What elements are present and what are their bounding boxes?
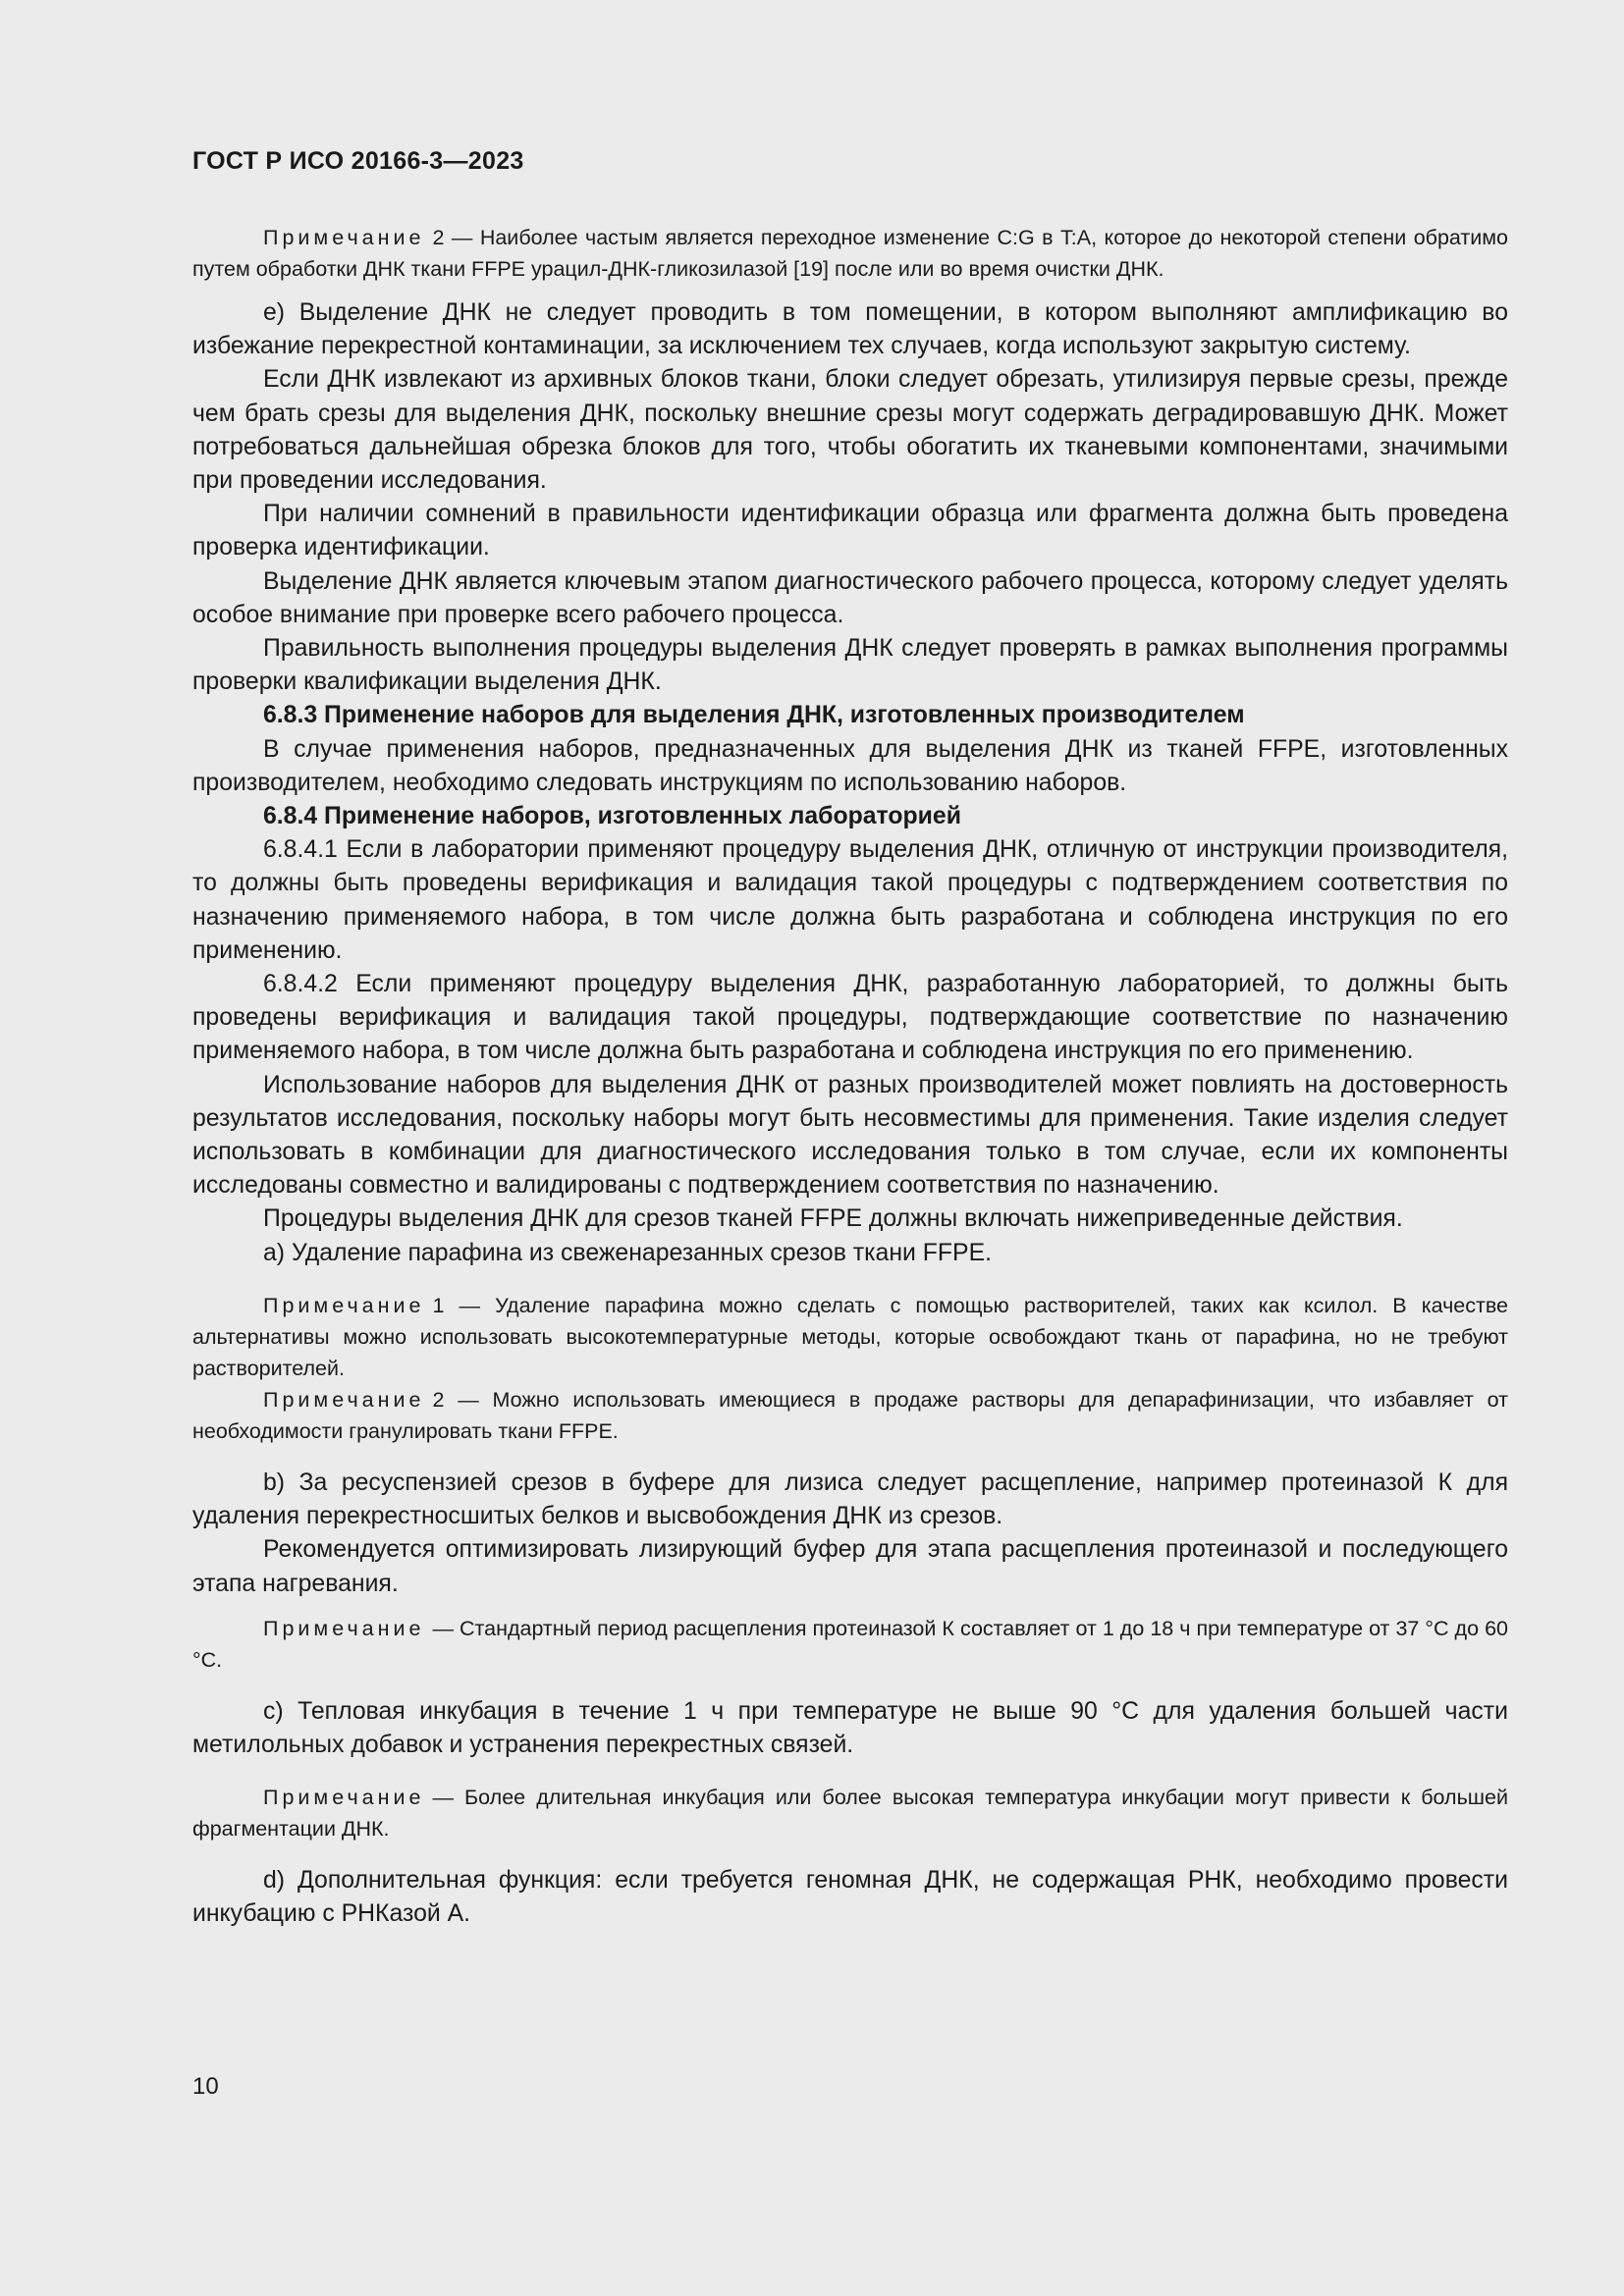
note-text: 2 — Наиболее частым является переходное изменение C:G в T:A, которое до некоторой степени обратимо путем обработки ДНК ткани FFPE урацил-ДНК-гликозилазой [19] после или во время очистки ДНК. xyxy=(192,226,1508,281)
paragraph-e: e) Выделение ДНК не следует проводить в том помещении, в котором выполняют амплификацию во избежание перекрестной контаминации, за исключением тех случаев, когда используют закрытую систему. xyxy=(192,299,1508,360)
paragraph-archive-blocks: Если ДНК извлекают из архивных блоков ткани, блоки следует обрезать, утилизируя первые срезы, прежде чем брать срезы для выделения ДНК, поскольку внешние срезы могут содержать деградировавшую ДНК. Может потребоваться дальнейшая обрезка блоков для того, чтобы обогатить их тканевыми компонентами, значимыми при проведении исследования. xyxy=(192,366,1508,495)
note-text: 2 — Можно использовать имеющиеся в продаже растворы для депарафинизации, что избавляет от необходимости гранулировать ткани FFPE. xyxy=(192,1387,1508,1443)
paragraph-6-8-4-1: 6.8.4.1 Если в лаборатории применяют процедуру выделения ДНК, отличную от инструкции производителя, то должны быть проведены верификация и валидация такой процедуры с подтверждением соответствия по назначению применяемого набора, в том числе должна быть разработана и соблюдена инструкция по его применению. xyxy=(192,836,1508,964)
note-text: — Более длительная инкубация или более высокая температура инкубации могут привести к большей фрагментации ДНК. xyxy=(192,1786,1508,1842)
note-label: Примечание xyxy=(263,1786,425,1810)
note-paraffin-1 xyxy=(192,1290,1508,1384)
note-proteinase xyxy=(192,1613,1508,1676)
paragraph-a: a) Удаление парафина из свеженарезанных срезов ткани FFPE. xyxy=(263,1239,993,1266)
document-header-title: ГОСТ Р ИСО 20166-3—2023 xyxy=(192,147,524,175)
section-heading-6-8-3: 6.8.3 Применение наборов для выделения ДНК, изготовленных производителем xyxy=(263,702,1245,729)
document-body xyxy=(192,222,1508,1932)
paragraph-b: b) За ресуспензией срезов в буфере для лизиса следует расщепление, например протеиназой К для удаления перекрестносшитых белков и высвобождения ДНК из срезов. xyxy=(192,1468,1508,1530)
paragraph-6-8-4-2: 6.8.4.2 Если применяют процедуру выделения ДНК, разработанную лабораторией, то должны быть проведены верификация и валидация такой процедуры, подтверждающие соответствие по назначению применяемого набора, в том числе должна быть разработана и соблюдена инструкция по его применению. xyxy=(192,971,1508,1065)
note-text: 1 — Удаление парафина можно сделать с помощью растворителей, таких как ксилол. В качестве альтернативы можно использовать высокотемпературные методы, которые освобождают ткань от парафина, но не требуют растворителей. xyxy=(192,1293,1508,1380)
note-1 xyxy=(192,222,1508,285)
note-text: — Стандартный период расщепления протеиназой К составляет от 1 до 18 ч при температуре от 37 °C до 60 °C. xyxy=(192,1616,1508,1672)
note-label: Примечание xyxy=(263,1387,425,1412)
paragraph-key-stage: Выделение ДНК является ключевым этапом диагностического рабочего процесса, которому следует уделять особое внимание при проверке всего рабочего процесса. xyxy=(192,567,1508,628)
page-number: 10 xyxy=(192,2073,219,2100)
paragraph-manufacturer-kits: В случае применения наборов, предназначенных для выделения ДНК из тканей FFPE, изготовленных производителем, необходимо следовать инструкциям по использованию наборов. xyxy=(192,735,1508,796)
paragraph-procedures: Процедуры выделения ДНК для срезов тканей FFPE должны включать нижеприведенные действия. xyxy=(263,1205,1403,1233)
paragraph-c: c) Тепловая инкубация в течение 1 ч при температуре не выше 90 °C для удаления большей части метилольных добавок и устранения перекрестных связей. xyxy=(192,1697,1508,1758)
section-heading-6-8-4: 6.8.4 Применение наборов, изготовленных лабораторией xyxy=(263,803,961,830)
note-incubation xyxy=(192,1782,1508,1844)
note-label: Примечание xyxy=(263,1293,425,1317)
note-label: Примечание xyxy=(263,1616,425,1640)
note-paraffin-2 xyxy=(192,1384,1508,1447)
note-label: Примечание xyxy=(263,226,425,249)
paragraph-d: d) Дополнительная функция: если требуется геномная ДНК, не содержащая РНК, необходимо провести инкубацию с РНКазой А. xyxy=(192,1867,1508,1928)
paragraph-lysis-buffer: Рекомендуется оптимизировать лизирующий буфер для этапа расщепления протеиназой и последующего этапа нагревания. xyxy=(192,1536,1508,1597)
paragraph-different-manufacturers: Использование наборов для выделения ДНК от разных производителей может повлиять на достоверность результатов исследования, поскольку наборы могут быть несовместимы для применения. Такие изделия следует использовать в комбинации для диагностического исследования только в том случае, если их компоненты исследованы совместно и валидированы с подтверждением соответствия по назначению. xyxy=(192,1071,1508,1200)
paragraph-proficiency: Правильность выполнения процедуры выделения ДНК следует проверять в рамках выполнения программы проверки квалификации выделения ДНК. xyxy=(192,635,1508,696)
paragraph-identification: При наличии сомнений в правильности идентификации образца или фрагмента должна быть проведена проверка идентификации. xyxy=(192,501,1508,561)
